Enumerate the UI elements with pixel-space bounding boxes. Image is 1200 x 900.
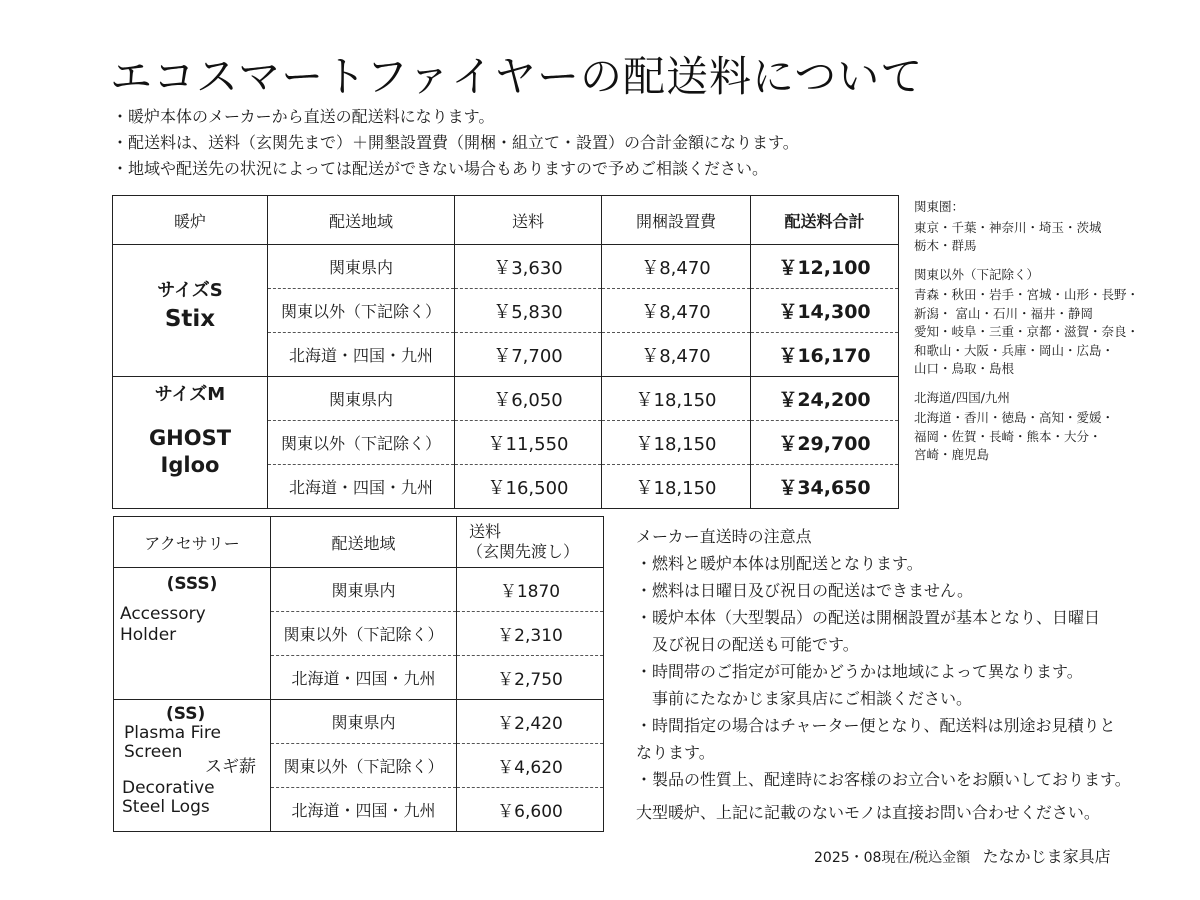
intro-notes [112, 104, 799, 182]
region-cell: 関東以外（下記除く） [271, 744, 457, 788]
region-list [914, 198, 1139, 475]
model-size-label: サイズS [157, 279, 223, 301]
region-line: 東京・千葉・神奈川・埼玉・茨城 [914, 219, 1102, 235]
shipping-cell: ￥5,830 [455, 289, 602, 333]
header-region: 配送地域 [268, 196, 455, 245]
table-header-row [114, 517, 604, 568]
region-heading: 関東圏： [914, 199, 965, 214]
table-row [114, 700, 604, 744]
table-row [113, 377, 899, 421]
region-group-kanto [914, 198, 1139, 256]
region-cell: 関東県内 [271, 700, 457, 744]
region-line: 栃木・群馬 [914, 238, 977, 253]
region-cell: 関東以外（下記除く） [268, 289, 455, 333]
total-cell: ￥16,170 [751, 333, 899, 377]
shipping-cell: ￥3,630 [455, 245, 602, 289]
accessory-name-line: Screen [124, 742, 183, 762]
header-shipping [457, 517, 604, 568]
note-line: ・時間指定の場合はチャーター便となり、配送料は別途お見積りと [636, 716, 1116, 735]
accessory-name [114, 604, 270, 646]
accessory-name-line: Holder [120, 625, 177, 645]
accessory-ss [114, 700, 271, 832]
shipping-cell: ￥6,050 [455, 377, 602, 421]
region-group-remote [914, 389, 1139, 465]
header-accessory: アクセサリー [114, 517, 271, 568]
region-cell: 北海道・四国・九州 [268, 465, 455, 509]
header-total: 配送料合計 [751, 196, 899, 245]
region-line: 山口・鳥取・島根 [914, 361, 1015, 376]
shipping-cell: ￥1870 [457, 568, 604, 612]
shipping-cell: ￥2,420 [457, 700, 604, 744]
setup-cell: ￥8,470 [602, 333, 751, 377]
note-line: ・燃料は日曜日及び祝日の配送はできません。 [636, 581, 973, 600]
model-size-label: サイズM [154, 384, 226, 405]
footer-store: たなかじま家具店 [982, 847, 1111, 866]
total-cell: ￥14,300 [751, 289, 899, 333]
region-cell: 北海道・四国・九州 [271, 656, 457, 700]
accessory-code: (SS) [166, 704, 206, 724]
note-line: ・製品の性質上、配達時にお客様のお立合いをお願いしております。 [636, 770, 1131, 789]
region-cell: 関東県内 [268, 377, 455, 421]
region-line: 和歌山・大阪・兵庫・岡山・広島・ [914, 342, 1115, 358]
region-cell: 北海道・四国・九州 [271, 788, 457, 832]
intro-line: ・配送料は、送料（玄関先まで）＋開墾設置費（開梱・組立て・設置）の合計金額になります。 [112, 133, 799, 152]
model-size-m [113, 377, 268, 509]
notes-closing: 大型暖炉、上記に記載のないモノは直接お問い合わせください。 [636, 803, 1100, 822]
intro-line: ・地域や配送先の状況によっては配送ができない場合もありますので予めご相談ください。 [112, 159, 769, 178]
setup-cell: ￥18,150 [602, 465, 751, 509]
accessory-extra: スギ薪 [205, 757, 256, 777]
shipping-cell: ￥7,700 [455, 333, 602, 377]
page-title: エコスマートファイヤーの配送料について [110, 52, 924, 101]
model-name: Igloo [160, 453, 220, 477]
total-cell: ￥34,650 [751, 465, 899, 509]
region-group-other [914, 266, 1139, 379]
note-line: なります。 [636, 743, 715, 762]
header-shipping-note: （玄関先渡し） [467, 542, 580, 561]
note-line: 及び祝日の配送も可能です。 [636, 635, 859, 654]
total-cell: ￥29,700 [751, 421, 899, 465]
note-line: 事前にたなかじま家具店にご相談ください。 [636, 689, 973, 708]
region-line: 福岡・佐賀・長崎・熊本・大分・ [914, 428, 1102, 444]
total-cell: ￥24,200 [751, 377, 899, 421]
setup-cell: ￥18,150 [602, 421, 751, 465]
total-cell: ￥12,100 [751, 245, 899, 289]
delivery-notes [636, 523, 1131, 826]
note-line: ・時間帯のご指定が可能かどうかは地域によって異なります。 [636, 662, 1083, 681]
accessory-name-line: Accessory [120, 604, 206, 624]
shipping-cell: ￥4,620 [457, 744, 604, 788]
region-cell: 関東県内 [271, 568, 457, 612]
setup-cell: ￥8,470 [602, 245, 751, 289]
intro-line: ・暖炉本体のメーカーから直送の配送料になります。 [112, 107, 495, 126]
region-line: 新潟・ 富山・石川・福井・静岡 [914, 305, 1093, 321]
accessory-code: (SSS) [166, 574, 218, 594]
accessory-name-line: Steel Logs [122, 797, 210, 817]
accessory-shipping-table [113, 516, 604, 832]
shipping-cell: ￥2,750 [457, 656, 604, 700]
footer-date: 2025・08現在/税込金額 [814, 850, 971, 866]
region-line: 愛知・岐阜・三重・京都・滋賀・奈良・ [914, 324, 1140, 339]
note-line: ・燃料と暖炉本体は別配送となります。 [636, 554, 923, 573]
region-heading: 関東以外（下記除く） [914, 266, 1040, 282]
model-name: GHOST [148, 426, 232, 450]
shipping-cell: ￥11,550 [455, 421, 602, 465]
header-fireplace: 暖炉 [113, 196, 268, 245]
shipping-cell: ￥16,500 [455, 465, 602, 509]
region-heading: 北海道/四国/九州 [914, 389, 1010, 405]
model-name: Stix [164, 305, 216, 332]
notes-heading: メーカー直送時の注意点 [636, 527, 812, 546]
header-shipping: 送料 [455, 196, 602, 245]
region-line: 青森・秋田・岩手・宮城・山形・長野・ [914, 287, 1140, 302]
model-size-s [113, 245, 268, 377]
header-region: 配送地域 [271, 517, 457, 568]
table-row [113, 245, 899, 289]
region-cell: 関東以外（下記除く） [268, 421, 455, 465]
note-line: ・暖炉本体（大型製品）の配送は開梱設置が基本となり、日曜日 [636, 608, 1101, 627]
region-line: 北海道・香川・徳島・高知・愛媛・ [914, 410, 1115, 425]
shipping-cell: ￥2,310 [457, 612, 604, 656]
region-cell: 北海道・四国・九州 [268, 333, 455, 377]
fireplace-shipping-table [112, 195, 899, 509]
accessory-name-line: Decorative [122, 778, 215, 798]
accessory-name-line: Plasma Fire [124, 723, 221, 743]
shipping-cell: ￥6,600 [457, 788, 604, 832]
table-header-row [113, 196, 899, 245]
footer [814, 844, 1111, 867]
region-line: 宮崎・鹿児島 [914, 447, 990, 462]
region-cell: 関東県内 [268, 245, 455, 289]
accessory-name [114, 779, 270, 817]
setup-cell: ￥8,470 [602, 289, 751, 333]
region-cell: 関東以外（下記除く） [271, 612, 457, 656]
header-setup-fee: 開梱設置費 [602, 196, 751, 245]
setup-cell: ￥18,150 [602, 377, 751, 421]
accessory-sss [114, 568, 271, 700]
table-row [114, 568, 604, 612]
header-shipping-label: 送料 [469, 522, 502, 541]
